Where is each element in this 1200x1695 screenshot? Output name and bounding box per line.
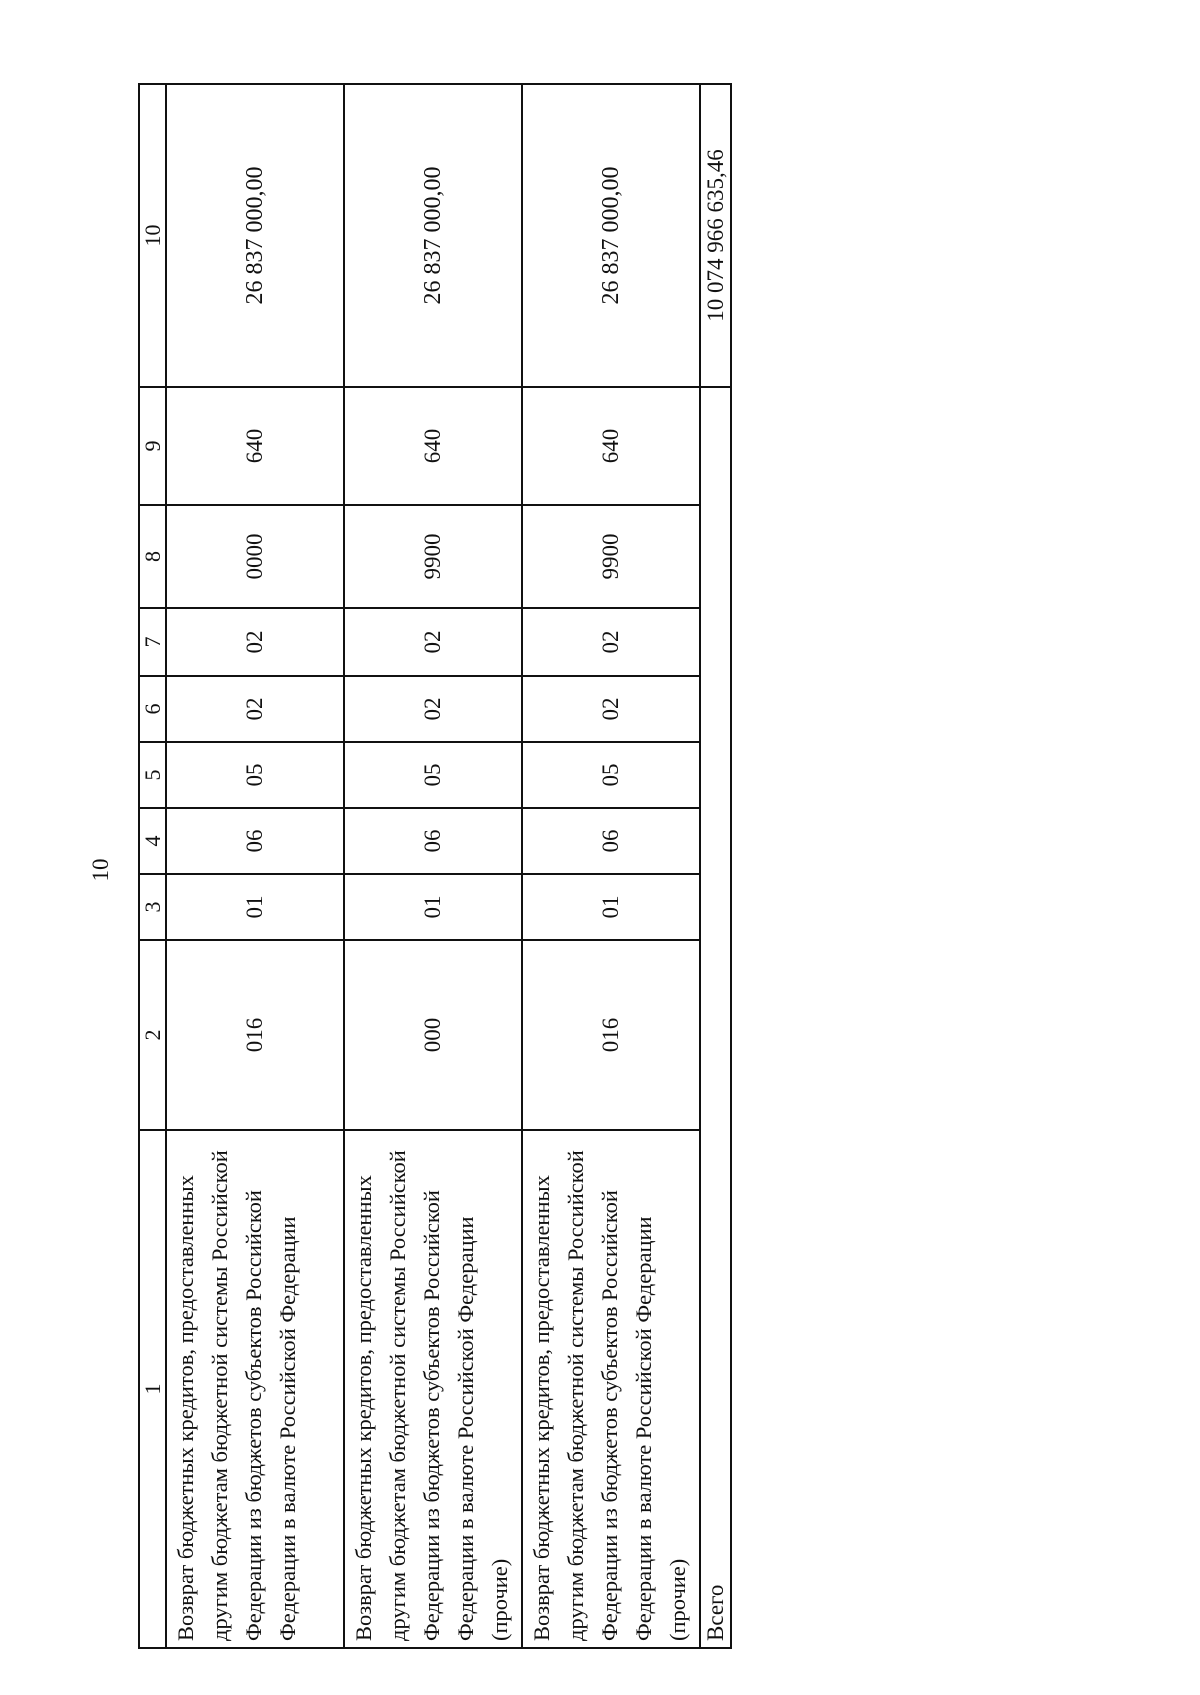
- table-row: [522, 84, 700, 1648]
- cell-code: 05: [522, 742, 700, 808]
- cell-code: 640: [166, 387, 344, 505]
- table-row: [344, 84, 522, 1648]
- cell-code: 9900: [522, 505, 700, 608]
- total-amount: 10 074 966 635,46: [700, 84, 731, 387]
- budget-table-container: [138, 85, 1200, 1641]
- cell-code: 01: [166, 874, 344, 940]
- column-header: 2: [139, 940, 166, 1130]
- cell-amount: 26 837 000,00: [522, 84, 700, 387]
- cell-code: 640: [522, 387, 700, 505]
- cell-code: 9900: [344, 505, 522, 608]
- cell-code: 02: [166, 676, 344, 742]
- total-blank: [700, 387, 731, 1130]
- cell-code: 05: [344, 742, 522, 808]
- cell-code: 0000: [166, 505, 344, 608]
- column-header: 8: [139, 505, 166, 608]
- cell-code: 02: [166, 608, 344, 676]
- cell-code: 000: [344, 940, 522, 1130]
- cell-code: 02: [522, 608, 700, 676]
- row-name: Возврат бюджетных кредитов, предоставленных другим бюджетам бюджетной системы Российской Федерации из бюджетов субъектов Российской Федерации в валюте Российской Федерации (прочие): [522, 1130, 700, 1648]
- column-header: 3: [139, 874, 166, 940]
- cell-code: 640: [344, 387, 522, 505]
- cell-code: 06: [522, 808, 700, 874]
- cell-code: 016: [166, 940, 344, 1130]
- cell-code: 02: [522, 676, 700, 742]
- page-number: 10: [88, 858, 113, 882]
- cell-amount: 26 837 000,00: [166, 84, 344, 387]
- header-row: [139, 84, 166, 1648]
- cell-code: 01: [522, 874, 700, 940]
- column-header: 5: [139, 742, 166, 808]
- cell-code: 016: [522, 940, 700, 1130]
- cell-code: 01: [344, 874, 522, 940]
- column-header: 1: [139, 1130, 166, 1648]
- cell-code: 05: [166, 742, 344, 808]
- column-header: 4: [139, 808, 166, 874]
- table-row: [166, 84, 344, 1648]
- cell-amount: 26 837 000,00: [344, 84, 522, 387]
- cell-code: 06: [166, 808, 344, 874]
- cell-code: 02: [344, 676, 522, 742]
- row-name: Возврат бюджетных кредитов, предоставленных другим бюджетам бюджетной системы Российской Федерации из бюджетов субъектов Российской Федерации в валюте Российской Федерации: [166, 1130, 344, 1648]
- total-row: [700, 84, 731, 1648]
- cell-code: 06: [344, 808, 522, 874]
- column-header: 7: [139, 608, 166, 676]
- column-header: 6: [139, 676, 166, 742]
- column-header: 10: [139, 84, 166, 387]
- cell-code: 02: [344, 608, 522, 676]
- total-label: Всего: [700, 1130, 731, 1648]
- budget-table: [138, 83, 732, 1649]
- row-name: Возврат бюджетных кредитов, предоставленных другим бюджетам бюджетной системы Российской Федерации из бюджетов субъектов Российской Федерации в валюте Российской Федерации (прочие): [344, 1130, 522, 1648]
- column-header: 9: [139, 387, 166, 505]
